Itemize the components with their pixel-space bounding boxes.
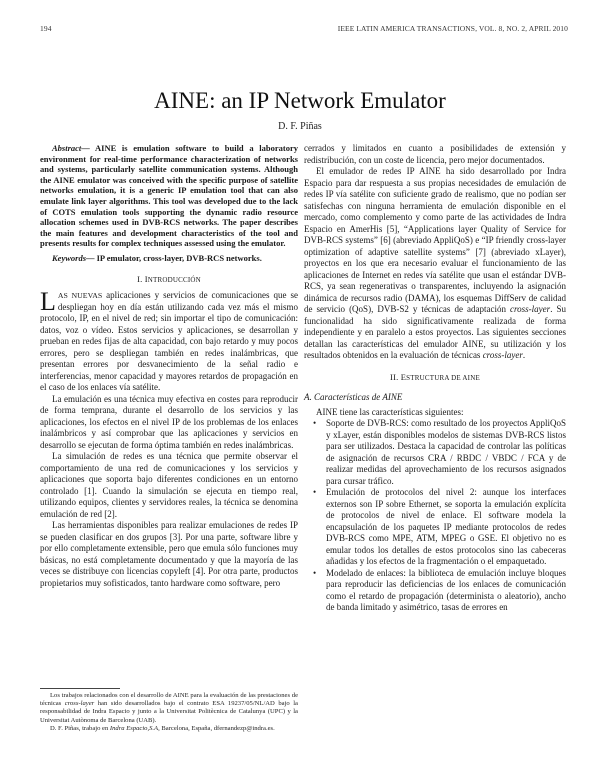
abstract <box>40 143 298 249</box>
right-paragraph-1: cerrados y limitados en cuanto a posibilidades de extensión y redistribución, con un coste de licencia, pero mejor documentados. <box>304 143 566 165</box>
footnote-funding: Los trabajos relacionados con el desarrollo de AINE para la evaluación de las prestaciones de técnicas cross-layer han sido desarrollados bajo el contrato ESA 19237/05/NL/AD bajo la responsabilidad de Indra Espacio y junto a la Universitat Politècnica de Catalunya (UPC) y la Universitat Autònoma de Barcelona (UAB). <box>40 692 298 724</box>
right-paragraph-2: El emulador de redes IP AINE ha sido desarrollado por Indra Espacio para dar respuesta a sus propias necesidades de emulación de redes IP vía satélite con suficiente grado de realismo, que no podían ser satisfechas con ninguna herramienta de emulación disponible en el mercado, como complemento y como parte de las actividades de Indra Espacio en AmerHis [5], “Applications layer Quality of Service for DVB-RCS systems” [6] (abreviado AppliQoS) e “IP friendly cross-layer optimization of adaptive satellite systems” [7] (abreviado xLayer), proyectos en los que era necesario evaluar el funcionamiento de las aplicaciones de Internet en redes vía satélite que usan el estándar DVB-RCS, ya sean regenerativas o transparentes, incluyendo la asignación dinámica de recursos radio (DAMA), los esquemas DiffServ de calidad de servicio (QoS), DVB-S2 y técnicas de adaptación cross-layer. Su funcionalidad ha sido significativamente realizada de forma independiente y en paralelo a estos proyectos. Las siguientes secciones detallan las características del emulador AINE, su utilización y los resultados obtenidos en la evaluación de técnicas cross-layer. <box>304 166 566 360</box>
journal-header: IEEE LATIN AMERICA TRANSACTIONS, VOL. 8, NO. 2, APRIL 2010 <box>337 24 568 33</box>
section-heading-estructura: II. ESTRUCTURA DE AINE <box>390 371 480 382</box>
keywords <box>40 253 298 264</box>
feature-item: • Emulación de protocolos del nivel 2: aunque los interfaces externos son IP sobre Ethernet, se soporta la emulación explícita de protocolos de nivel de enlace. El software modela la encapsulación de los paquetes IP mediante protocolos de redes DVB-RCS como MPE, ATM, MPEG o GSE. El objetivo no es emular todos los detalles de estos protocolos sino las cabeceras añadidas y los efectos de la fragmentación o el empaquetado. <box>313 487 566 566</box>
left-column <box>40 143 298 589</box>
page-number: 194 <box>40 24 52 33</box>
author-line: D. F. Piñas <box>278 121 322 132</box>
subsection-heading-caracteristicas: A. Características de AINE <box>304 392 403 402</box>
bullet-icon: • <box>313 487 317 497</box>
keywords-text: — IP emulator, cross-layer, DVB-RCS networks. <box>86 252 262 263</box>
intro-paragraph-2: La emulación es una técnica muy efectiva en costes para reproducir de forma temprana, durante el desarrollo de los servicios y las aplicaciones, los efectos en el nivel IP de los problemas de los enlaces inalámbricos y así comprobar que las aplicaciones y servicios en desarrollo se ejecutan de forma óptima también en redes inalámbricas. <box>40 393 298 450</box>
intro-paragraph-3: La simulación de redes es una técnica que permite observar el comportamiento de una red de comunicaciones y los servicios y aplicaciones que soporta bajo diferentes condiciones en un entorno controlado [1]. Cuando la simulación se ejecuta en tiempo real, utilizando equipos, clientes y servidores reales, la técnica se denomina emulación de red [2]. <box>40 451 298 519</box>
bullet-icon: • <box>313 567 317 578</box>
abstract-text: — AINE is emulation software to build a laboratory environment for real-time performance characterization of networks and systems, particularly satellite communication systems. Although the AINE emulator was conceived with the specific purpose of satellite networks emulation, it is a generic IP emulation tool that can also emulate link layer algorithms. This tool was developed due to the lack of COTS emulation tools supporting the dynamic radio resource allocation schemes used in DVB-RCS networks. The paper describes the main features and development characteristics of the tool and presents results for complex techniques assessed using the emulator. <box>40 143 298 249</box>
footnote-author: D. F. Piñas, trabajo en Indra Espacio,S.A, Barcelona, España, dfernandezp@indra.es. <box>50 724 275 732</box>
features-list <box>304 418 566 614</box>
keywords-label: Keywords <box>52 252 86 263</box>
feature-item: • Modelado de enlaces: la biblioteca de emulación incluye bloques para reproducir las deficiencias de los enlaces de comunicación como el retardo de propagación (determinista o aleatorio), ancho de banda limitado y asimétrico, tasas de errores en <box>313 567 566 612</box>
footnotes <box>40 688 298 733</box>
intro-paragraph-1: LAS NUEVAS aplicaciones y servicios de comunicaciones que se despliegan hoy en día están utilizando cada vez más el mismo protocolo, IP, en el nivel de red; sin importar el tipo de comunicación: datos, voz o vídeo. Estos servicios y aplicaciones, se desarrollan y prueban en redes fijas de alta capacidad, con bajo retardo y muy pocos errores, pero se despliegan también en redes inalámbricas, que presentan errores por desvanecimiento de la señal radio e interferencias, menor capacidad y mayores retardos de propagación en el caso de los enlaces vía satélite. <box>40 287 298 393</box>
abstract-label: Abstract <box>52 143 82 153</box>
feature-item: • Soporte de DVB-RCS: como resultado de los proyectos AppliQoS y xLayer, están disponibles modelos de sistemas DVB-RCS listos para ser utilizados. Destaca la capacidad de controlar las políticas de asignación de recursos CRA / RBDC / VBDC / FCA y de realizar medidas del aprovechamiento de los recursos asignados para cursar tráfico. <box>313 418 566 486</box>
intro-paragraph-4: Las herramientas disponibles para realizar emulaciones de redes IP se pueden clasificar en dos grupos [3]. Por una parte, software libre y por ello completamente extensible, pero que emula sólo funciones muy básicas, no está completamente documentado y que la mayoría de las veces se distribuye con licencias copyleft [4]. Por otra parte, productos propietarios muy sofisticados, tanto hardware como software, pero <box>40 520 298 588</box>
drop-cap: L <box>40 287 56 317</box>
section-heading-introduccion: I. INTRODUCCIÓN <box>137 273 201 284</box>
bullet-icon: • <box>313 418 317 428</box>
footnote-rule <box>40 688 120 689</box>
paper-title: AINE: an IP Network Emulator <box>154 88 446 113</box>
features-intro: AINE tiene las características siguientes: <box>316 406 464 417</box>
right-column <box>304 143 566 614</box>
